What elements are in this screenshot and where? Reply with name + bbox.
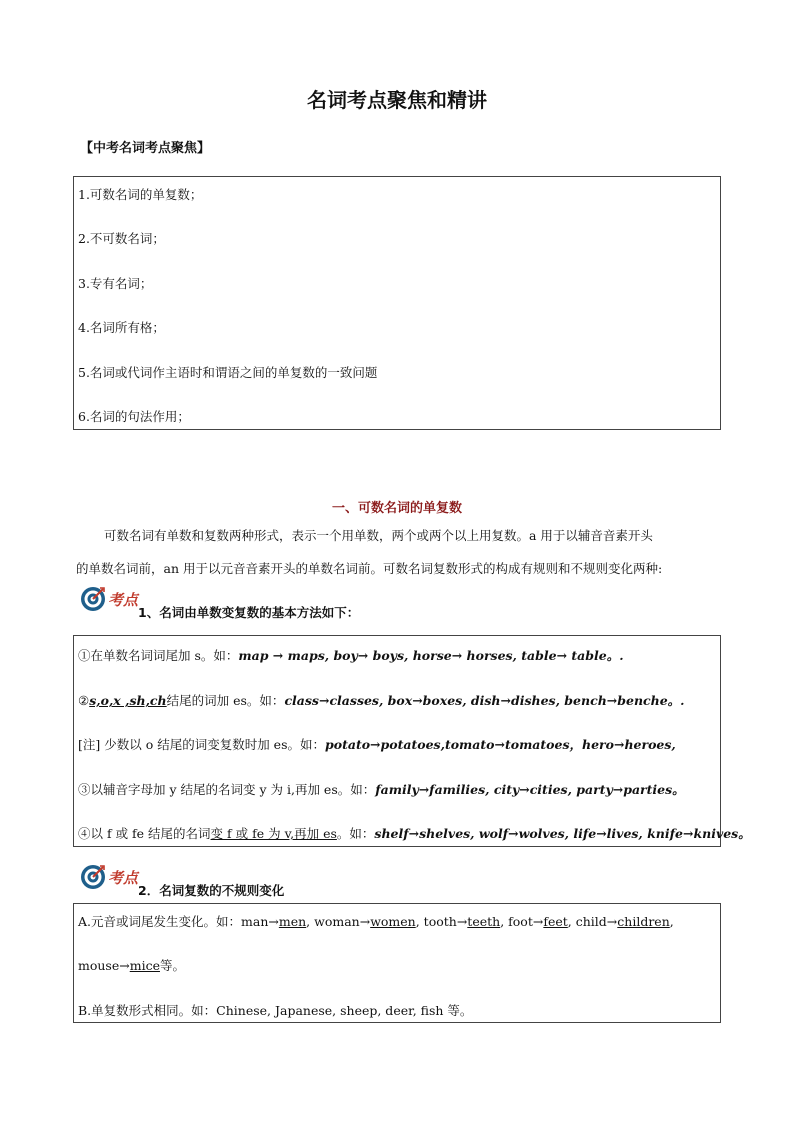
point1-heading: 1、名词由单数变复数的基本方法如下： [138,605,360,620]
topic-item: 6.名词的句法作用； [78,409,190,424]
pair-from: foot→ [508,914,544,929]
pair-from: woman→ [314,914,371,929]
note-text: [注] 少数以 o 结尾的词变复数时加 es。如： [78,737,325,752]
rule-text: ①在单数名词词尾加 s。如： [78,648,239,663]
irregular-line-b: B.单复数形式相同。如：Chinese, Japanese, sheep, deer, fish 等。 [78,1003,473,1018]
topics-box [73,176,721,430]
topic-item: 2.不可数名词； [78,231,165,246]
page-title: 名词考点聚焦和精讲 [307,88,487,112]
pair-sep: , [415,914,424,929]
topic-item: 4.名词所有格； [78,320,165,335]
kaodian-badge [80,586,140,614]
pair-to: men [278,914,307,929]
target-icon [80,586,106,612]
point2-heading: 2．名词复数的不规则变化 [138,883,285,898]
rules-box [73,635,751,847]
rule-line [78,646,624,664]
topic-item: 1.可数名词的单复数； [78,187,203,202]
pair-from: man→ [241,914,279,929]
kaodian-label: 考点 [108,591,139,609]
rule-text: ② [78,693,90,708]
intro-paragraph-line: 可数名词有单数和复数两种形式，表示一个用单数，两个或两个以上用复数。a 用于以辅音音素开头 [104,528,653,543]
rule-line [78,691,685,709]
rule-line [78,780,685,798]
rule-examples: map → maps, boy→ boys, horse→ horses, table→ table。. [238,648,624,663]
rule-text: 。如： [336,826,375,841]
note-examples: potato→potatoes,tomato→tomatoes，hero→heroes, [325,737,676,752]
pair-to: women [370,914,416,929]
topic-item: 3.专有名词； [78,276,153,291]
rule-letters: s,o,x ,sh,ch [89,693,167,708]
irregular-line-a2 [78,956,185,974]
pair-to: teeth [467,914,501,929]
kaodian-label: 考点 [108,869,139,887]
irregular-box [73,903,721,1023]
pair-from: mouse→ [78,958,130,973]
rule-examples: family→families, city→cities, party→parties。 [375,782,685,797]
rule-examples: shelf→shelves, wolf→wolves, life→lives, knife→knives。 [374,826,751,841]
rule-text: ④以 f 或 fe 结尾的名词 [78,826,211,841]
target-icon [80,864,106,890]
pair-to: feet [543,914,568,929]
rule-underlined: 变 f 或 fe 为 v,再加 es [210,826,337,841]
kaodian-badge [80,864,140,892]
pair-to: children [617,914,670,929]
pair-from: tooth→ [423,914,468,929]
pair-sep: , [567,914,576,929]
section-title: 一、可数名词的单复数 [331,501,462,516]
line-prefix: A.元音或词尾发生变化。如： [78,914,242,929]
pair-sep: , [500,914,509,929]
pair-sep: , [669,914,674,929]
line-suffix: 等。 [159,958,185,973]
pair-sep: , [306,914,315,929]
irregular-line-a [78,912,674,930]
rule-note [78,735,676,753]
rule-text: 结尾的词加 es。如： [166,693,285,708]
intro-paragraph-line: 的单数名词前，an 用于以元音音素开头的单数名词前。可数名词复数形式的构成有规则和不规则变化两种: [76,561,663,576]
topic-item: 5.名词或代词作主语时和谓语之间的单复数的一致问题 [78,365,378,380]
rule-line [78,824,751,842]
pair-to: mice [129,958,160,973]
pair-from: child→ [575,914,618,929]
rule-examples: class→classes, box→boxes, dish→dishes, bench→benche。. [284,693,685,708]
rule-text: ③以辅音字母加 y 结尾的名词变 y 为 i,再加 es。如： [78,782,376,797]
section-heading: 【中考名词考点聚焦】 [80,141,211,156]
